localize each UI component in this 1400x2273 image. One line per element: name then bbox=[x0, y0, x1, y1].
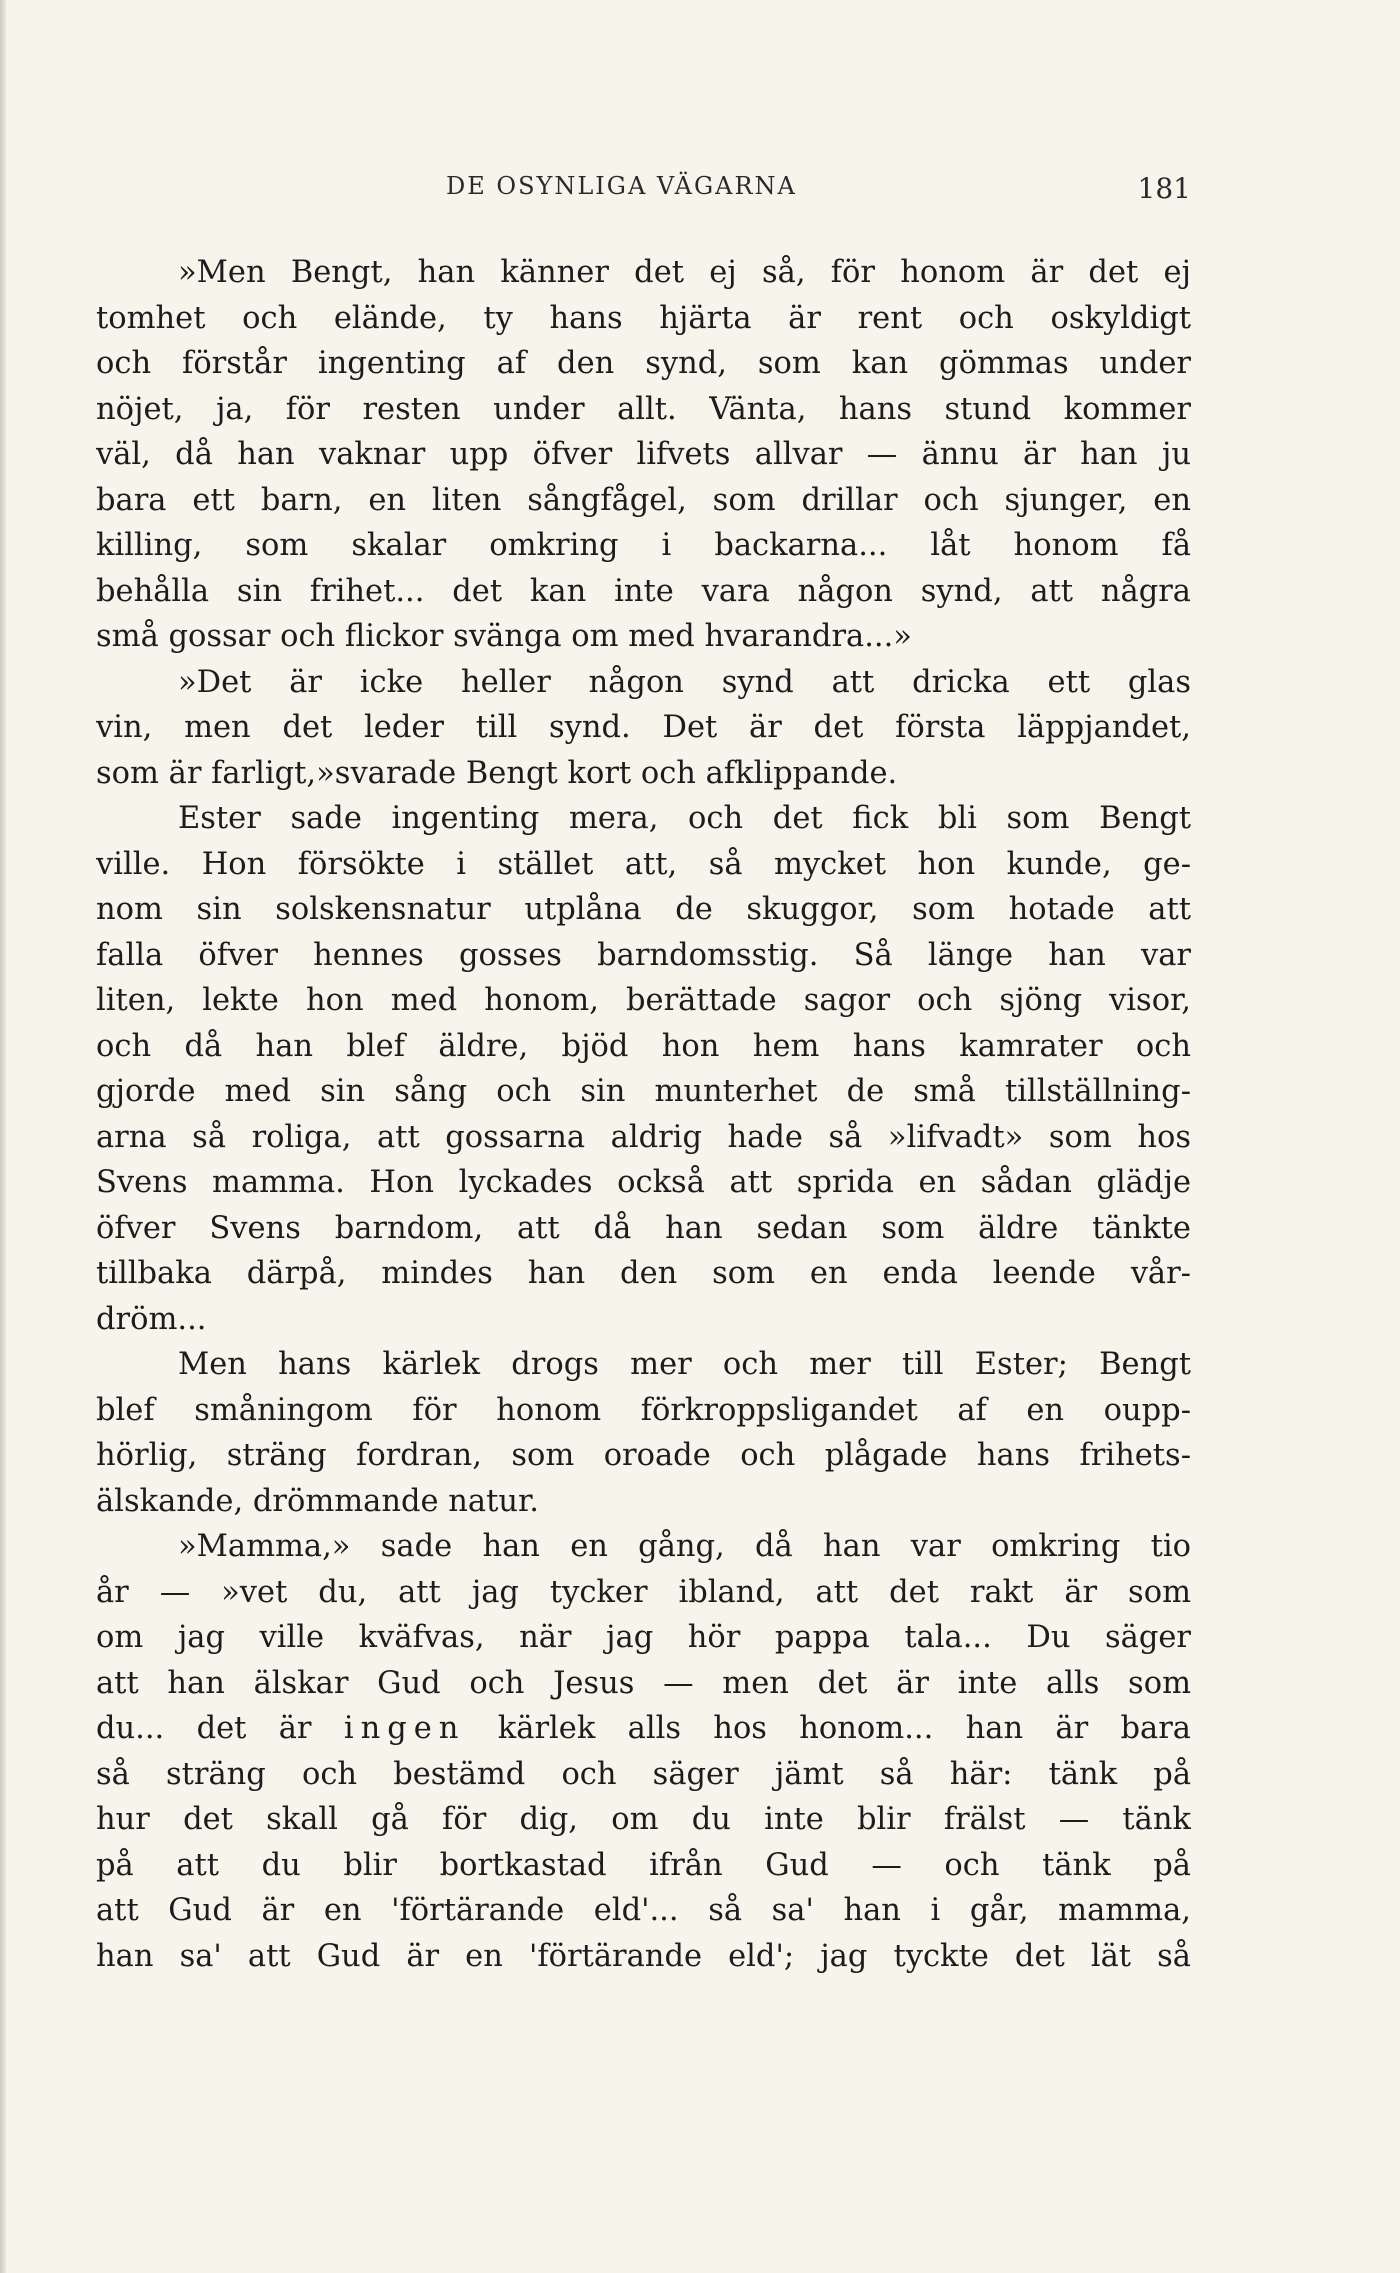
text-line: små gossar och flickor svänga om med hvarandra...» bbox=[96, 619, 912, 654]
text-line: ville. Hon försökte i stället att, så mycket hon kunde, ge- bbox=[96, 846, 1191, 882]
text-line: om jag ville kväfvas, när jag hör pappa tala... Du säger bbox=[96, 1620, 1191, 1655]
text-line: bara ett barn, en liten sångfågel, som drillar och sjunger, en bbox=[96, 482, 1191, 518]
text-line bbox=[96, 1706, 1191, 1752]
text-line: blef småningom för honom förkroppsligandet af en oupp- bbox=[96, 1392, 1191, 1428]
page-header bbox=[96, 172, 1191, 212]
page-edge bbox=[0, 0, 6, 2273]
body-text bbox=[96, 250, 1191, 1979]
text-line: Svens mamma. Hon lyckades också att sprida en sådan glädje bbox=[96, 1165, 1191, 1200]
text-fragment: kärlek alls hos honom... han är bara bbox=[497, 1711, 1191, 1746]
text-line: vin, men det leder till synd. Det är det första läppjandet, bbox=[96, 710, 1191, 745]
text-line: Ester sade ingenting mera, och det fick bli som Bengt bbox=[178, 801, 1191, 836]
emphasized-word: ingen bbox=[343, 1711, 466, 1746]
text-line: »Det är icke heller någon synd att dricka ett glas bbox=[178, 664, 1191, 700]
page-number: 181 bbox=[1137, 172, 1191, 205]
text-line: han sa' att Gud är en 'förtärande eld'; jag tyckte det lät så bbox=[96, 1938, 1191, 1974]
text-line: »Men Bengt, han känner det ej så, för honom är det ej bbox=[178, 255, 1191, 290]
text-line: tomhet och elände, ty hans hjärta är rent och oskyldigt bbox=[96, 300, 1191, 336]
running-title: DE OSYNLIGA VÄGARNA bbox=[446, 172, 797, 200]
text-line: hur det skall gå för dig, om du inte blir frälst — tänk bbox=[96, 1802, 1191, 1837]
text-line: att han älskar Gud och Jesus — men det är inte alls som bbox=[96, 1665, 1191, 1701]
text-line: liten, lekte hon med honom, berättade sagor och sjöng visor, bbox=[96, 983, 1191, 1018]
text-line: hörlig, sträng fordran, som oroade och plågade hans frihets- bbox=[96, 1438, 1191, 1473]
text-line: behålla sin frihet... det kan inte vara någon synd, att några bbox=[96, 573, 1191, 609]
text-line: gjorde med sin sång och sin munterhet de små tillställning- bbox=[96, 1074, 1191, 1109]
text-line: och förstår ingenting af den synd, som kan gömmas under bbox=[96, 346, 1191, 381]
text-line: och då han blef äldre, bjöd hon hem hans kamrater och bbox=[96, 1028, 1191, 1064]
text-line: så sträng och bestämd och säger jämt så här: tänk på bbox=[96, 1756, 1191, 1792]
text-line: »Mamma,» sade han en gång, då han var omkring tio bbox=[178, 1529, 1191, 1564]
text-line: som är farligt,»svarade Bengt kort och afklippande. bbox=[96, 755, 898, 791]
text-line: att Gud är en 'förtärande eld'... så sa' han i går, mamma, bbox=[96, 1893, 1191, 1928]
text-line: falla öfver hennes gosses barndomsstig. Så länge han var bbox=[96, 937, 1191, 973]
text-line: år — »vet du, att jag tycker ibland, att det rakt är som bbox=[96, 1574, 1191, 1610]
text-line: älskande, drömmande natur. bbox=[96, 1483, 539, 1519]
text-line: nom sin solskensnatur utplåna de skuggor, som hotade att bbox=[96, 892, 1191, 927]
text-line: killing, som skalar omkring i backarna... låt honom få bbox=[96, 528, 1191, 563]
text-line: tillbaka därpå, mindes han den som en enda leende vår- bbox=[96, 1256, 1191, 1291]
text-line: Men hans kärlek drogs mer och mer till Ester; Bengt bbox=[178, 1347, 1191, 1382]
text-line: dröm... bbox=[96, 1301, 207, 1337]
text-line: öfver Svens barndom, att då han sedan som äldre tänkte bbox=[96, 1210, 1191, 1246]
text-line: på att du blir bortkastad ifrån Gud — och tänk på bbox=[96, 1847, 1191, 1883]
text-line: arna så roliga, att gossarna aldrig hade så »lifvadt» som hos bbox=[96, 1119, 1191, 1155]
text-line: nöjet, ja, för resten under allt. Vänta, hans stund kommer bbox=[96, 391, 1191, 427]
text-line: väl, då han vaknar upp öfver lifvets allvar — ännu är han ju bbox=[96, 437, 1191, 472]
text-fragment: du... det är bbox=[96, 1711, 312, 1746]
